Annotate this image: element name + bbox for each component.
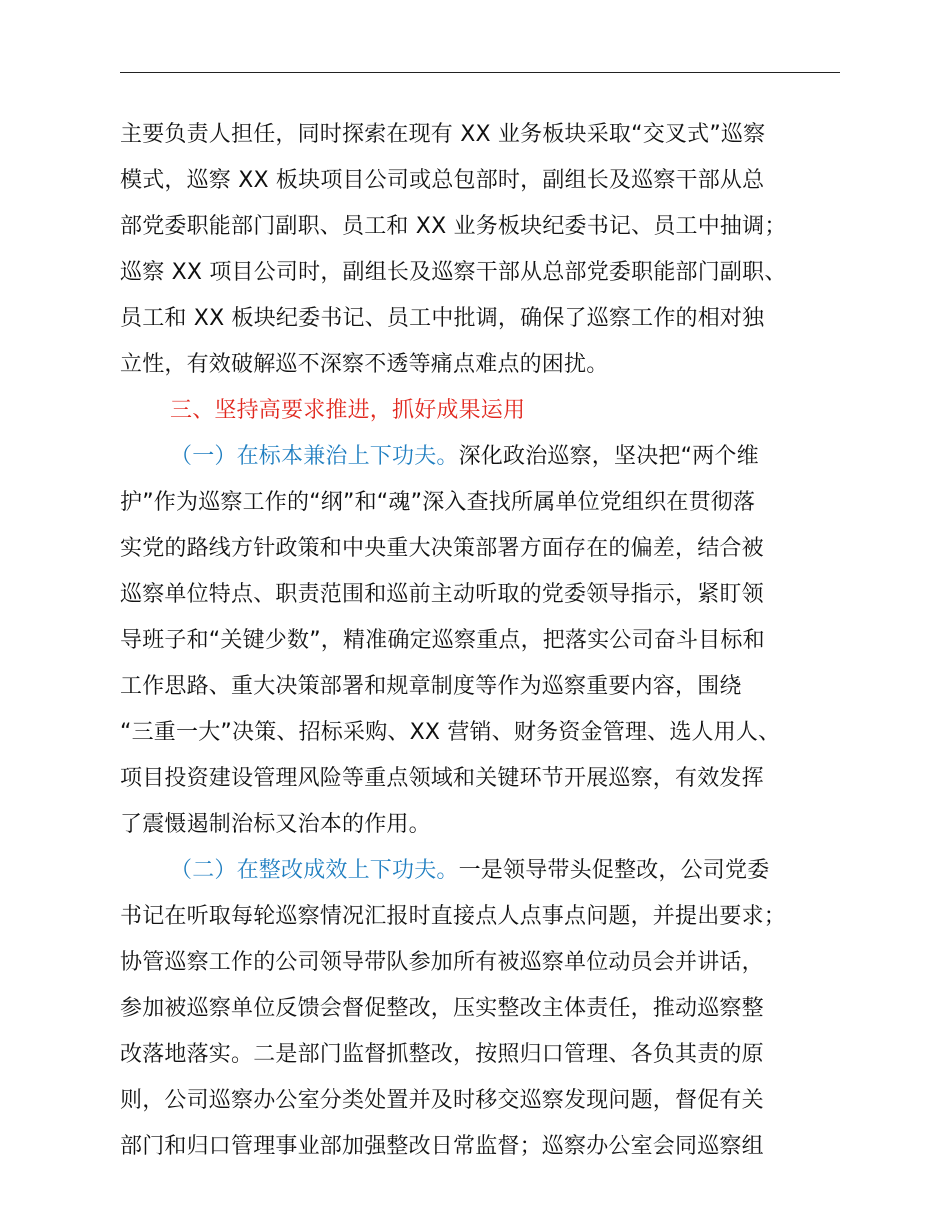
section-heading: 三、坚持高要求推进，抓好成果运用	[170, 398, 526, 423]
text-line: 书记在听取每轮巡察情况汇报时直接点人点事点问题，并提出要求；	[120, 904, 787, 929]
header-rule	[120, 72, 840, 73]
text-line: 部门和归口管理事业部加强整改日常监督；巡察办公室会同巡察组	[120, 1134, 764, 1159]
text-line: 模式，巡察 XX 板块项目公司或总包部时，副组长及巡察干部从总	[120, 168, 765, 193]
document-body	[120, 112, 860, 1170]
subsection-1	[120, 434, 860, 848]
subsection-2	[120, 848, 860, 1170]
text-line: 巡察单位特点、职责范围和巡前主动听取的党委领导指示，紧盯领	[120, 582, 764, 607]
text-line: 则，公司巡察办公室分类处置并及时移交巡察发现问题，督促有关	[120, 1088, 764, 1113]
text-line: 参加被巡察单位反馈会督促整改，压实整改主体责任，推动巡察整	[120, 996, 764, 1021]
text-line: 导班子和“关键少数”，精准确定巡察重点，把落实公司奋斗目标和	[120, 628, 765, 653]
text-line: 员工和 XX 板块纪委书记、员工中批调，确保了巡察工作的相对独	[120, 306, 765, 331]
subsection-text: 一是领导带头促整改，公司党委	[458, 858, 770, 883]
text-line: 了震慑遏制治标又治本的作用。	[120, 812, 431, 837]
subsection-first-line	[120, 434, 860, 480]
text-line: 部党委职能部门副职、员工和 XX 业务板块纪委书记、员工中抽调；	[120, 214, 787, 239]
text-line: 立性，有效破解巡不深察不透等痛点难点的困扰。	[120, 352, 609, 377]
text-line: “三重一大”决策、招标采购、XX 营销、财务资金管理、选人用人、	[120, 720, 781, 745]
text-line: 项目投资建设管理风险等重点领域和关键环节开展巡察，有效发挥	[120, 766, 764, 791]
text-line: 护”作为巡察工作的“纲”和“魂”深入查找所属单位党组织在贯彻落	[120, 490, 756, 515]
text-line: 实党的路线方针政策和中央重大决策部署方面存在的偏差，结合被	[120, 536, 764, 561]
text-line: 工作思路、重大决策部署和规章制度等作为巡察重要内容，围绕	[120, 674, 742, 699]
paragraph-continuation	[120, 112, 860, 388]
subsection-heading: （二）在整改成效上下功夫。	[170, 858, 459, 883]
text-line: 巡察 XX 项目公司时，副组长及巡察干部从总部党委职能部门副职、	[120, 260, 787, 285]
text-line: 主要负责人担任，同时探索在现有 XX 业务板块采取“交叉式”巡察	[120, 122, 766, 147]
text-line: 协管巡察工作的公司领导带队参加所有被巡察单位动员会并讲话，	[120, 950, 764, 975]
text-line: 改落地落实。二是部门监督抓整改，按照归口管理、各负其责的原	[120, 1042, 764, 1067]
subsection-heading: （一）在标本兼治上下功夫。	[170, 444, 459, 469]
subsection-first-line	[120, 848, 860, 894]
subsection-text: 深化政治巡察，坚决把“两个维	[458, 444, 759, 469]
